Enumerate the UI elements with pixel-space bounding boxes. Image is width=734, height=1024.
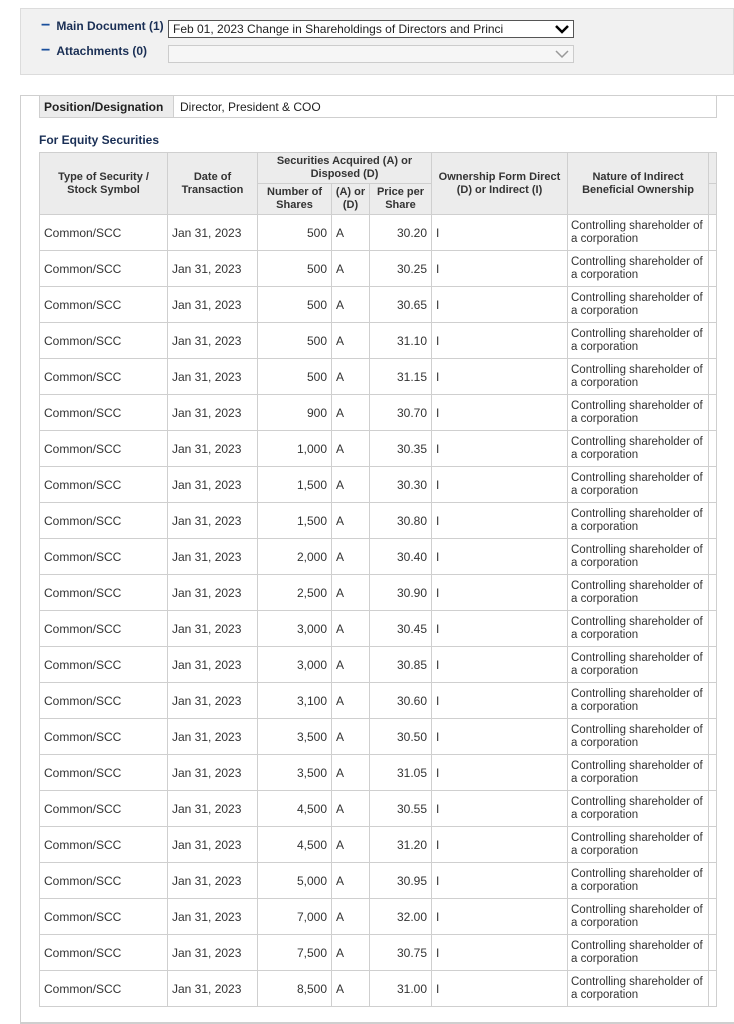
cell-price: 30.45 — [370, 611, 432, 647]
cell-price: 30.35 — [370, 431, 432, 467]
cell-nature: Controlling shareholder of a corporation — [568, 935, 709, 971]
cell-ownership-form: I — [432, 431, 568, 467]
cell-ad: A — [332, 395, 370, 431]
table-row — [40, 467, 717, 503]
cell-type: Common/SCC — [40, 467, 168, 503]
table-row — [40, 827, 717, 863]
cell-type: Common/SCC — [40, 503, 168, 539]
table-row — [40, 503, 717, 539]
attachments-label[interactable]: Attachments (0) — [56, 44, 148, 58]
cell-nature: Controlling shareholder of a corporation — [568, 899, 709, 935]
cell-date: Jan 31, 2023 — [168, 827, 258, 863]
cell-shares: 500 — [258, 323, 332, 359]
cell-nature: Controlling shareholder of a corporation — [568, 467, 709, 503]
cell-price: 30.75 — [370, 935, 432, 971]
cell-date: Jan 31, 2023 — [168, 719, 258, 755]
cell-type: Common/SCC — [40, 755, 168, 791]
cell-type: Common/SCC — [40, 647, 168, 683]
cell-ownership-form: I — [432, 467, 568, 503]
cell-price: 30.25 — [370, 251, 432, 287]
cell-price: 30.80 — [370, 503, 432, 539]
cell-shares: 1,500 — [258, 503, 332, 539]
cell-ad: A — [332, 611, 370, 647]
cell-shares: 3,100 — [258, 683, 332, 719]
table-row — [40, 683, 717, 719]
cell-shares: 7,000 — [258, 899, 332, 935]
cell-ownership-form: I — [432, 719, 568, 755]
cell-nature: Controlling shareholder of a corporation — [568, 575, 709, 611]
main-document-label[interactable]: Main Document (1) — [56, 19, 164, 33]
cell-price: 30.85 — [370, 647, 432, 683]
cell-ad: A — [332, 683, 370, 719]
cell-ownership-form: I — [432, 395, 568, 431]
cell-ad: A — [332, 899, 370, 935]
cell-stub — [709, 971, 717, 1007]
cell-price: 30.90 — [370, 575, 432, 611]
cell-shares: 3,000 — [258, 647, 332, 683]
cell-date: Jan 31, 2023 — [168, 647, 258, 683]
cell-nature: Controlling shareholder of a corporation — [568, 791, 709, 827]
cell-type: Common/SCC — [40, 215, 168, 251]
cell-price: 31.10 — [370, 323, 432, 359]
table-row — [40, 431, 717, 467]
collapse-icon[interactable]: − — [41, 42, 51, 59]
cell-date: Jan 31, 2023 — [168, 287, 258, 323]
cell-ownership-form: I — [432, 791, 568, 827]
table-row — [40, 575, 717, 611]
cell-date: Jan 31, 2023 — [168, 899, 258, 935]
cell-stub — [709, 359, 717, 395]
cell-type: Common/SCC — [40, 575, 168, 611]
attachments-select[interactable] — [168, 45, 574, 63]
cell-ad: A — [332, 647, 370, 683]
cell-stub — [709, 863, 717, 899]
cell-price: 30.40 — [370, 539, 432, 575]
header-stub — [709, 184, 717, 215]
cell-ad: A — [332, 935, 370, 971]
header-stub — [709, 153, 717, 184]
main-document-select[interactable] — [168, 20, 574, 38]
cell-ownership-form: I — [432, 863, 568, 899]
table-row — [40, 611, 717, 647]
cell-nature: Controlling shareholder of a corporation — [568, 323, 709, 359]
cell-type: Common/SCC — [40, 251, 168, 287]
cell-date: Jan 31, 2023 — [168, 755, 258, 791]
cell-type: Common/SCC — [40, 935, 168, 971]
cell-date: Jan 31, 2023 — [168, 539, 258, 575]
cell-nature: Controlling shareholder of a corporation — [568, 647, 709, 683]
cell-ad: A — [332, 503, 370, 539]
section-title: For Equity Securities — [39, 133, 160, 147]
cell-shares: 3,500 — [258, 755, 332, 791]
cell-shares: 900 — [258, 395, 332, 431]
cell-ad: A — [332, 215, 370, 251]
cell-ownership-form: I — [432, 935, 568, 971]
cell-type: Common/SCC — [40, 899, 168, 935]
cell-shares: 4,500 — [258, 791, 332, 827]
cell-date: Jan 31, 2023 — [168, 251, 258, 287]
cell-nature: Controlling shareholder of a corporation — [568, 503, 709, 539]
cell-stub — [709, 755, 717, 791]
cell-type: Common/SCC — [40, 683, 168, 719]
cell-type: Common/SCC — [40, 971, 168, 1007]
cell-stub — [709, 251, 717, 287]
cell-type: Common/SCC — [40, 611, 168, 647]
cell-ownership-form: I — [432, 539, 568, 575]
cell-ad: A — [332, 431, 370, 467]
cell-ad: A — [332, 575, 370, 611]
cell-price: 31.20 — [370, 827, 432, 863]
document-content-panel — [20, 95, 734, 1024]
cell-ad: A — [332, 755, 370, 791]
cell-ownership-form: I — [432, 323, 568, 359]
header-type: Type of Security / Stock Symbol — [40, 153, 168, 215]
table-row — [40, 719, 717, 755]
cell-date: Jan 31, 2023 — [168, 683, 258, 719]
position-label: Position/Designation — [40, 96, 174, 117]
cell-nature: Controlling shareholder of a corporation — [568, 539, 709, 575]
cell-shares: 5,000 — [258, 863, 332, 899]
cell-price: 31.05 — [370, 755, 432, 791]
table-body — [40, 215, 717, 1007]
cell-stub — [709, 827, 717, 863]
cell-type: Common/SCC — [40, 863, 168, 899]
table-row — [40, 863, 717, 899]
cell-nature: Controlling shareholder of a corporation — [568, 683, 709, 719]
cell-type: Common/SCC — [40, 431, 168, 467]
cell-ownership-form: I — [432, 611, 568, 647]
cell-ad: A — [332, 287, 370, 323]
cell-stub — [709, 431, 717, 467]
cell-stub — [709, 215, 717, 251]
cell-ownership-form: I — [432, 503, 568, 539]
cell-price: 31.15 — [370, 359, 432, 395]
cell-nature: Controlling shareholder of a corporation — [568, 359, 709, 395]
cell-nature: Controlling shareholder of a corporation — [568, 755, 709, 791]
cell-nature: Controlling shareholder of a corporation — [568, 251, 709, 287]
header-acquired-group: Securities Acquired (A) or Disposed (D) — [258, 153, 432, 184]
table-row — [40, 215, 717, 251]
cell-nature: Controlling shareholder of a corporation — [568, 611, 709, 647]
header-ad: (A) or (D) — [332, 184, 370, 215]
main-document-row[interactable] — [41, 19, 164, 33]
cell-shares: 500 — [258, 359, 332, 395]
cell-ownership-form: I — [432, 683, 568, 719]
table-row — [40, 359, 717, 395]
cell-price: 31.00 — [370, 971, 432, 1007]
cell-ad: A — [332, 323, 370, 359]
table-row — [40, 647, 717, 683]
cell-type: Common/SCC — [40, 359, 168, 395]
cell-price: 30.65 — [370, 287, 432, 323]
cell-nature: Controlling shareholder of a corporation — [568, 827, 709, 863]
cell-date: Jan 31, 2023 — [168, 935, 258, 971]
cell-nature: Controlling shareholder of a corporation — [568, 287, 709, 323]
table-row — [40, 899, 717, 935]
cell-date: Jan 31, 2023 — [168, 503, 258, 539]
table-row — [40, 287, 717, 323]
cell-ad: A — [332, 359, 370, 395]
cell-type: Common/SCC — [40, 323, 168, 359]
cell-shares: 500 — [258, 215, 332, 251]
cell-price: 30.70 — [370, 395, 432, 431]
cell-date: Jan 31, 2023 — [168, 575, 258, 611]
cell-shares: 3,000 — [258, 611, 332, 647]
cell-date: Jan 31, 2023 — [168, 215, 258, 251]
cell-shares: 2,500 — [258, 575, 332, 611]
cell-ownership-form: I — [432, 827, 568, 863]
cell-ad: A — [332, 791, 370, 827]
cell-shares: 3,500 — [258, 719, 332, 755]
cell-ad: A — [332, 863, 370, 899]
cell-nature: Controlling shareholder of a corporation — [568, 971, 709, 1007]
cell-nature: Controlling shareholder of a corporation — [568, 719, 709, 755]
cell-ad: A — [332, 467, 370, 503]
cell-stub — [709, 683, 717, 719]
cell-date: Jan 31, 2023 — [168, 395, 258, 431]
cell-stub — [709, 899, 717, 935]
cell-stub — [709, 539, 717, 575]
cell-shares: 7,500 — [258, 935, 332, 971]
chevron-down-icon[interactable] — [554, 48, 570, 60]
cell-ownership-form: I — [432, 647, 568, 683]
cell-stub — [709, 935, 717, 971]
cell-shares: 1,500 — [258, 467, 332, 503]
table-row — [40, 323, 717, 359]
cell-date: Jan 31, 2023 — [168, 431, 258, 467]
cell-price: 32.00 — [370, 899, 432, 935]
cell-shares: 1,000 — [258, 431, 332, 467]
cell-type: Common/SCC — [40, 539, 168, 575]
cell-ad: A — [332, 971, 370, 1007]
cell-ad: A — [332, 719, 370, 755]
cell-nature: Controlling shareholder of a corporation — [568, 431, 709, 467]
cell-shares: 500 — [258, 251, 332, 287]
cell-ownership-form: I — [432, 251, 568, 287]
cell-shares: 4,500 — [258, 827, 332, 863]
cell-stub — [709, 323, 717, 359]
cell-ad: A — [332, 251, 370, 287]
cell-ownership-form: I — [432, 755, 568, 791]
cell-stub — [709, 575, 717, 611]
cell-nature: Controlling shareholder of a corporation — [568, 395, 709, 431]
cell-ad: A — [332, 827, 370, 863]
cell-stub — [709, 647, 717, 683]
cell-stub — [709, 791, 717, 827]
chevron-down-icon[interactable] — [554, 23, 570, 35]
cell-type: Common/SCC — [40, 719, 168, 755]
cell-shares: 8,500 — [258, 971, 332, 1007]
header-nature: Nature of Indirect Beneficial Ownership — [568, 153, 709, 215]
table-row — [40, 935, 717, 971]
cell-ownership-form: I — [432, 575, 568, 611]
cell-price: 30.20 — [370, 215, 432, 251]
table-row — [40, 251, 717, 287]
cell-date: Jan 31, 2023 — [168, 791, 258, 827]
cell-date: Jan 31, 2023 — [168, 863, 258, 899]
table-row — [40, 791, 717, 827]
cell-ownership-form: I — [432, 287, 568, 323]
cell-stub — [709, 287, 717, 323]
cell-nature: Controlling shareholder of a corporation — [568, 215, 709, 251]
cell-stub — [709, 611, 717, 647]
table-row — [40, 755, 717, 791]
cell-stub — [709, 503, 717, 539]
cell-type: Common/SCC — [40, 827, 168, 863]
cell-type: Common/SCC — [40, 287, 168, 323]
cell-date: Jan 31, 2023 — [168, 611, 258, 647]
cell-shares: 2,000 — [258, 539, 332, 575]
cell-type: Common/SCC — [40, 791, 168, 827]
cell-type: Common/SCC — [40, 395, 168, 431]
cell-stub — [709, 395, 717, 431]
cell-date: Jan 31, 2023 — [168, 359, 258, 395]
table-row — [40, 539, 717, 575]
cell-stub — [709, 467, 717, 503]
cell-ownership-form: I — [432, 899, 568, 935]
cell-price: 30.50 — [370, 719, 432, 755]
cell-date: Jan 31, 2023 — [168, 467, 258, 503]
cell-ownership-form: I — [432, 359, 568, 395]
collapse-icon[interactable]: − — [41, 17, 51, 34]
cell-stub — [709, 719, 717, 755]
equity-securities-table — [39, 152, 717, 1007]
cell-price: 30.55 — [370, 791, 432, 827]
cell-price: 30.30 — [370, 467, 432, 503]
main-document-selected-value: Feb 01, 2023 Change in Shareholdings of Directors and Princi — [173, 22, 504, 36]
cell-price: 30.60 — [370, 683, 432, 719]
position-row — [39, 96, 717, 118]
cell-nature: Controlling shareholder of a corporation — [568, 863, 709, 899]
cell-ad: A — [332, 539, 370, 575]
table-row — [40, 395, 717, 431]
document-selector-panel — [20, 8, 734, 75]
header-price: Price per Share — [370, 184, 432, 215]
cell-ownership-form: I — [432, 971, 568, 1007]
cell-price: 30.95 — [370, 863, 432, 899]
attachments-row[interactable] — [41, 44, 147, 58]
table-row — [40, 971, 717, 1007]
header-shares: Number of Shares — [258, 184, 332, 215]
position-value: Director, President & COO — [180, 100, 321, 114]
cell-date: Jan 31, 2023 — [168, 971, 258, 1007]
header-date: Date of Transaction — [168, 153, 258, 215]
cell-date: Jan 31, 2023 — [168, 323, 258, 359]
header-ownership: Ownership Form Direct (D) or Indirect (I) — [432, 153, 568, 215]
cell-shares: 500 — [258, 287, 332, 323]
cell-ownership-form: I — [432, 215, 568, 251]
